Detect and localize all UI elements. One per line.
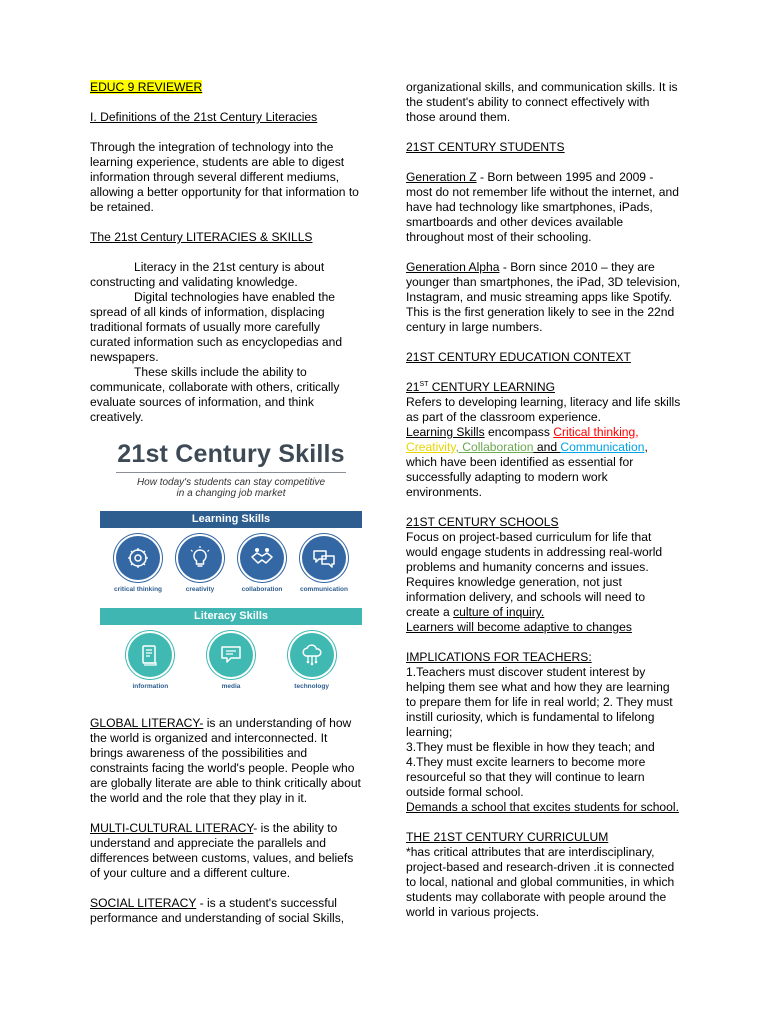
- media-item: [203, 633, 259, 691]
- critical-thinking-item: [110, 536, 166, 594]
- critical-thinking-label: critical thinking: [113, 586, 163, 593]
- teachers-point-1: 1.Teachers must discover student interest by helping them see what and how they are learning to prepare them for life in real world; 2. They must instill curiosity, which is fundamental to lifelong learning;: [406, 665, 673, 739]
- lightbulb-icon: [178, 536, 222, 580]
- curriculum-heading: THE 21ST CENTURY CURRICULUM: [406, 830, 609, 844]
- learning-skills-term: Learning Skills: [406, 425, 485, 439]
- literacy-skills-band: Literacy Skills: [100, 608, 362, 625]
- communication-label: communication: [299, 586, 349, 593]
- communication-item: [296, 536, 352, 594]
- century-learning-definition: Refers to developing learning, literacy and life skills as part of the classroom experience.: [406, 395, 681, 424]
- infographic-title: 21st Century Skills: [117, 440, 345, 468]
- media-chat-icon: [209, 633, 253, 677]
- creativity-text: Creativity: [406, 440, 456, 454]
- collaboration-item: [234, 536, 290, 594]
- right-column: [406, 80, 682, 920]
- generation-z-term: Generation Z: [406, 170, 477, 184]
- infographic-subtitle-line1: How today's students can stay competitive: [136, 477, 326, 488]
- brain-gear-icon: [116, 536, 160, 580]
- teachers-heading: IMPLICATIONS FOR TEACHERS:: [406, 650, 592, 664]
- culture-of-inquiry-text: culture of inquiry.: [453, 605, 545, 619]
- book-icon: [128, 633, 172, 677]
- global-literacy-term: GLOBAL LITERACY-: [90, 716, 204, 730]
- technology-label: technology: [294, 683, 329, 690]
- left-column: [90, 80, 362, 926]
- infographic-subtitle-line2: in a changing job market: [176, 488, 286, 499]
- doc-title: EDUC 9 REVIEWER: [90, 80, 203, 94]
- teachers-point-4: 4.They must excite learners to become more resourceful so that they will continue to learn outside formal school.: [406, 755, 646, 799]
- literacies-skills-heading: The 21st Century LITERACIES & SKILLS: [90, 230, 313, 244]
- learning-skills-paragraph: Learning Skills encompass Critical thinking, Creativity, Collaboration and Communication, which have been identified as essential for successfully adapting to modern work environments.: [406, 425, 648, 499]
- generation-alpha-paragraph: Generation Alpha - Born since 2010 – they are younger than smartphones, the iPad, 3D television, Instagram, and music streaming apps like Spotify. This is the first generation likely to see in the 22nd century in large numbers.: [406, 260, 681, 334]
- infographic-divider: [116, 472, 346, 473]
- students-heading: 21ST CENTURY STUDENTS: [406, 140, 565, 154]
- paragraph-literacy: Literacy in the 21st century is about constructing and validating knowledge.: [90, 260, 325, 289]
- communication-text: Communication: [560, 440, 645, 454]
- schools-paragraph: Focus on project-based curriculum for life that would engage students in addressing real-world problems and humanity concerns and issues. Requires knowledge generation, not just information delivery, and schools will need to create a culture of inquiry.: [406, 530, 663, 619]
- adaptive-learners-text: Learners will become adaptive to changes: [406, 620, 632, 634]
- cloud-network-icon: [290, 633, 334, 677]
- multicultural-literacy-paragraph: MULTI-CULTURAL LITERACY- is the ability to understand and appreciate the parallels and differences between customs, values, and beliefs of your culture and a different culture.: [90, 821, 354, 880]
- intro-paragraph: Through the integration of technology into the learning experience, students are able to digest information through several different mediums, allowing a better opportunity for that information to be retained.: [90, 140, 359, 214]
- speech-bubbles-icon: [302, 536, 346, 580]
- section-heading: I. Definitions of the 21st Century Literacies: [90, 110, 318, 124]
- generation-alpha-term: Generation Alpha: [406, 260, 500, 274]
- century-learning-heading: 21ST CENTURY LEARNING: [406, 380, 555, 394]
- media-label: media: [221, 683, 241, 690]
- learning-skills-icons: [100, 536, 362, 594]
- skills-infographic: [100, 439, 362, 691]
- critical-thinking-text: Critical thinking: [553, 425, 636, 439]
- generation-z-paragraph: Generation Z - Born between 1995 and 2009 - most do not remember life without the internet, and have had technology like smartphones, iPads, smartboards and other devices available throughout most of their schooling.: [406, 170, 679, 244]
- handshake-icon: [240, 536, 284, 580]
- paragraph-digital: Digital technologies have enabled the spread of all kinds of information, displacing traditional formats of usually more carefully curated information such as encyclopedias and newspapers.: [90, 290, 343, 364]
- creativity-item: [172, 536, 228, 594]
- social-literacy-term: SOCIAL LITERACY: [90, 896, 197, 910]
- multicultural-literacy-term: MULTI-CULTURAL LITERACY: [90, 821, 254, 835]
- curriculum-paragraph: *has critical attributes that are interdisciplinary, project-based and research-driven .it is connected to local, national and global communities, in which students may collaborate with people around the world in various projects.: [406, 845, 675, 919]
- education-context-heading: 21ST CENTURY EDUCATION CONTEXT: [406, 350, 631, 364]
- schools-heading: 21ST CENTURY SCHOOLS: [406, 515, 559, 529]
- continuation-paragraph: organizational skills, and communication skills. It is the student's ability to connect effectively with those around them.: [406, 80, 678, 124]
- creativity-label: creativity: [185, 586, 215, 593]
- teachers-point-3: 3.They must be flexible in how they teach; and: [406, 740, 655, 754]
- global-literacy-paragraph: GLOBAL LITERACY- is an understanding of how the world is organized and interconnected. It brings awareness of the possibilities and constraints facing the world's people. People who are globally literate are able to think critically about the world and the role that they play in it.: [90, 716, 361, 805]
- collaboration-text: Collaboration: [462, 440, 534, 454]
- learning-skills-band: Learning Skills: [100, 511, 362, 528]
- teachers-demand-text: Demands a school that excites students for school.: [406, 800, 679, 814]
- technology-item: [284, 633, 340, 691]
- collaboration-label: collaboration: [241, 586, 283, 593]
- paragraph-skills: These skills include the ability to communicate, collaborate with others, critically evaluate sources of information, and think creatively.: [90, 365, 340, 424]
- information-item: [122, 633, 178, 691]
- social-literacy-paragraph: SOCIAL LITERACY - is a student's successful performance and understanding of social Skills,: [90, 896, 345, 925]
- information-label: information: [132, 683, 169, 690]
- literacy-skills-icons: [100, 633, 362, 691]
